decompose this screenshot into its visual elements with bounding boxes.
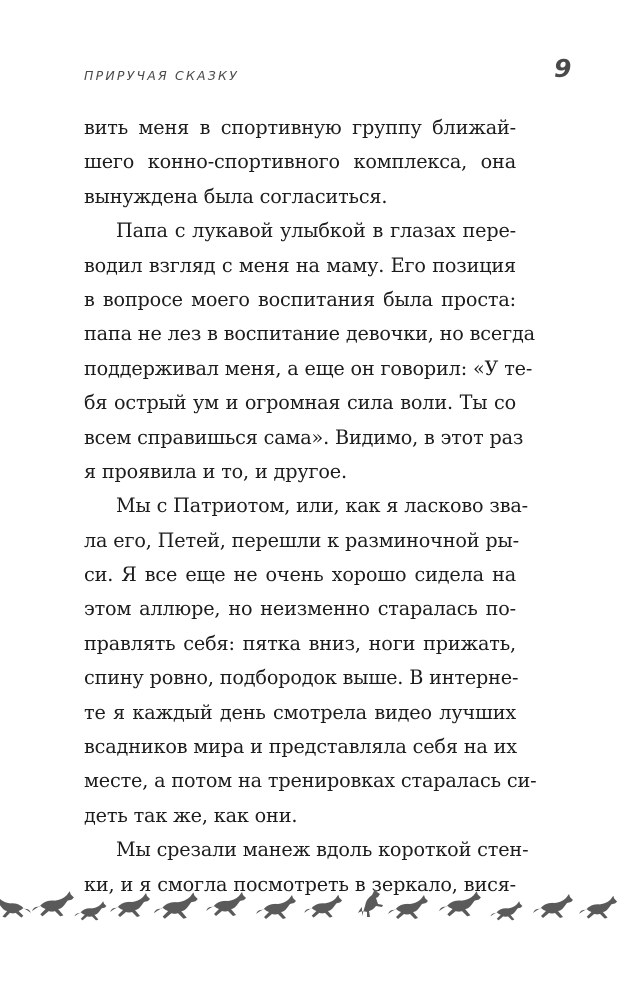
horse-border-icon [0, 884, 625, 930]
text-line: деть так же, как они. [84, 803, 298, 827]
text-line: те я каждый день смотрела видео лучших [84, 700, 516, 724]
text-line: этом аллюре, но неизменно старалась по- [84, 597, 516, 621]
horse-icon [256, 895, 296, 919]
horse-icon [304, 895, 342, 918]
text-line: вить меня в спортивную группу ближай- [84, 116, 516, 139]
horse-icon [439, 891, 481, 916]
text-line: я проявила и то, и другое. [84, 459, 347, 483]
text-line: ки, и я смогла посмотреть в зеркало, вися- [84, 872, 516, 896]
text-line: бя острый ум и огромная сила воли. Ты со [84, 391, 516, 415]
text-line: шего конно-спортивного комплекса, она [84, 150, 516, 174]
text-line: поддерживал меня, а еще он говорил: «У те- [84, 356, 533, 380]
horse-icon [0, 895, 31, 918]
text-line: си. Я все еще не очень хорошо сидела на [84, 563, 516, 587]
horse-icon [358, 889, 383, 917]
horse-icon [154, 892, 198, 918]
text-line: спину ровно, подбородок выше. В интерне- [84, 666, 519, 690]
horse-icon [74, 901, 106, 920]
text-line: Папа с лукавой улыбкой в глазах пере- [116, 219, 516, 243]
horse-icon [388, 895, 428, 919]
text-line: всадников мира и представляла себя на их [84, 735, 517, 759]
horse-icon [579, 896, 617, 919]
horse-icon [490, 901, 522, 920]
running-head: ПРИРУЧАЯ СКАЗКУ [84, 68, 239, 83]
body-text [84, 111, 537, 902]
horse-icon [206, 892, 246, 916]
text-line: ла его, Петей, перешли к разминочной ры- [84, 528, 519, 552]
text-line: Мы с Патриотом, или, как я ласково зва- [116, 494, 528, 518]
text-line: Мы срезали манеж вдоль короткой стен- [116, 838, 529, 862]
text-line: вынуждена была согласиться. [84, 184, 388, 208]
text-line: правлять себя: пятка вниз, ноги прижать, [84, 631, 516, 655]
horse-icon [110, 893, 150, 917]
text-line: в вопросе моего воспитания была проста: [84, 287, 516, 311]
text-line: водил взгляд с меня на маму. Его позиция [84, 253, 516, 277]
text-line: месте, а потом на тренировках старалась си- [84, 769, 537, 793]
text-line: папа не лез в воспитание девочки, но всегда [84, 322, 535, 346]
horse-icon [533, 894, 573, 918]
text-line: всем справишься сама». Видимо, в этот раз [84, 425, 524, 449]
page-number: 9 [554, 54, 572, 83]
horse-icon [32, 891, 74, 916]
